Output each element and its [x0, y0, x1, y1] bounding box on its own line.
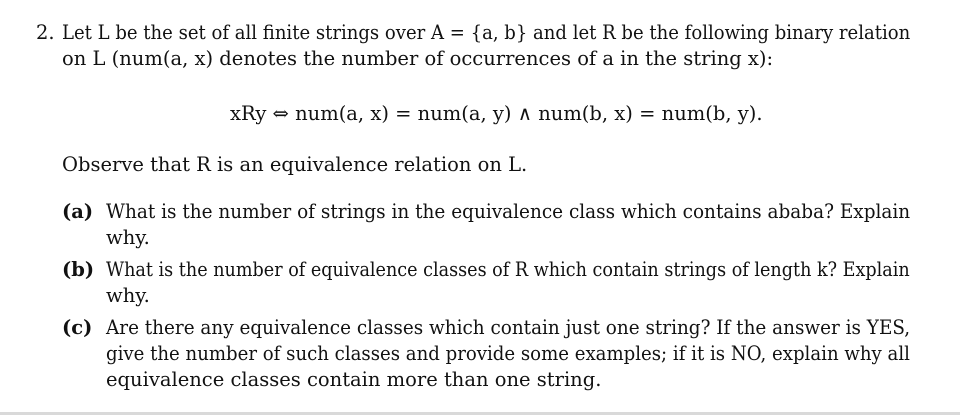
part-b-label: (b)	[62, 258, 95, 281]
part-c-text-line-1: Are there any equivalence classes which contain just one string? If the answer is YES,	[106, 316, 911, 339]
part-c-text-line-3: equivalence classes contain more than one string.	[106, 368, 602, 391]
observe-statement: Observe that R is an equivalence relation on L.	[62, 153, 528, 176]
problem-intro-line-2: on L (num(a, x) denotes the number of occurrences of a in the string x):	[62, 47, 774, 70]
part-a-text-line-2: why.	[106, 226, 150, 249]
problem-number: 2.	[36, 21, 55, 44]
part-b-text-line-1: What is the number of equivalence classes of R which contain strings of length k? Explain	[106, 258, 910, 281]
part-b-text-line-2: why.	[106, 284, 150, 307]
relation-formula: xRy ⇔ num(a, x) = num(a, y) ∧ num(b, x) = num(b, y).	[230, 102, 763, 125]
part-c-label: (c)	[62, 316, 93, 339]
problem-intro-line-1: Let L be the set of all finite strings over A = {a, b} and let R be the following binary relation	[62, 21, 911, 44]
part-c-text-line-2: give the number of such classes and provide some examples; if it is NO, explain why all	[106, 342, 910, 365]
part-a-label: (a)	[62, 200, 94, 223]
part-a-text-line-1: What is the number of strings in the equivalence class which contains ababa? Explain	[106, 200, 911, 223]
